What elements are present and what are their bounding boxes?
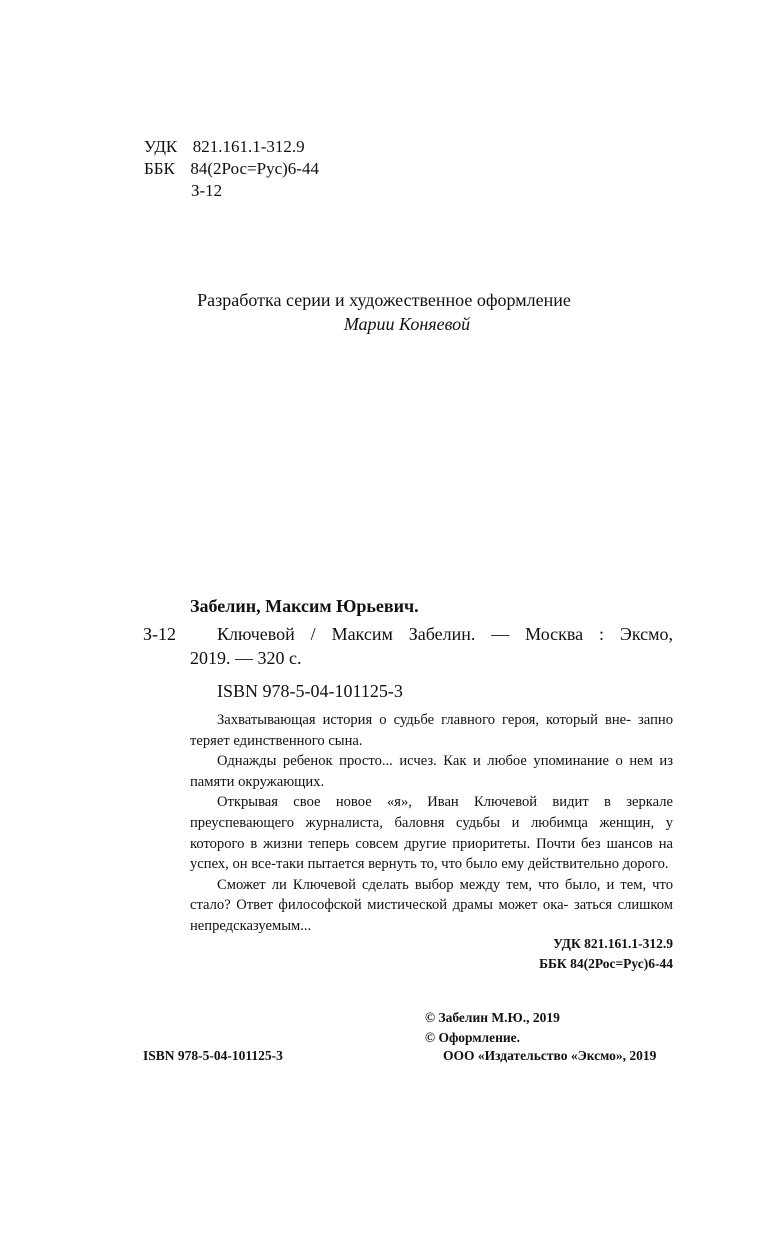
- credits-line-2-wrap: [0, 312, 768, 336]
- copyright-author: © Забелин М.Ю., 2019: [425, 1010, 560, 1025]
- credits-line-1: Разработка серии и художественное оформление: [197, 290, 571, 310]
- author-heading: Забелин, Максим Юрьевич.: [190, 596, 419, 616]
- udk-value: 821.161.1-312.9: [192, 137, 305, 156]
- bib-line-2: 2019. — 320 с.: [190, 648, 302, 668]
- copyright-publisher: ООО «Издательство «Эксмо», 2019: [443, 1048, 657, 1063]
- annotation-paragraph: Сможет ли Ключевой сделать выбор между тем, что было, и тем, что стало? Ответ философской мистической драмы может ока- заться слишком непредсказуемым...: [190, 876, 673, 934]
- annotation: [190, 710, 673, 937]
- credits-designer-name: Марии Коняевой: [343, 314, 471, 334]
- bib-isbn: ISBN 978-5-04-101125-3: [217, 681, 403, 701]
- annotation-udk: УДК 821.161.1-312.9: [553, 936, 673, 951]
- annotation-paragraph: Однажды ребенок просто... исчез. Как и любое упоминание о нем из памяти окружающих.: [190, 753, 673, 790]
- annotation-paragraph: Захватывающая история о судьбе главного героя, который вне- запно теряет единственного сына.: [190, 712, 673, 749]
- author-mark-top: З-12: [191, 181, 223, 200]
- bbk-label: ББК: [144, 159, 175, 178]
- bbk-value: 84(2Рос=Рус)6-44: [190, 159, 319, 178]
- footer-isbn: ISBN 978-5-04-101125-3: [143, 1048, 283, 1063]
- copyright-design: © Оформление.: [425, 1030, 521, 1045]
- annotation-bbk: ББК 84(2Рос=Рус)6-44: [539, 956, 673, 971]
- annotation-paragraph: Открывая свое новое «я», Иван Ключевой видит в зеркале преуспевающего журналиста, баловня судьбы и любимца женщин, у которого в жизни теперь совсем другие приоритеты. Почти без шансов на успех, он все-таки пытается вернуть то, что было ему действительно дорого.: [190, 794, 673, 873]
- udk-line: [144, 136, 305, 158]
- author-mark-bib: З-12: [143, 624, 177, 644]
- bbk-line: [144, 158, 319, 180]
- bib-line-1: Ключевой / Максим Забелин. — Москва : Эксмо,: [217, 624, 673, 644]
- udk-label: УДК: [144, 137, 178, 156]
